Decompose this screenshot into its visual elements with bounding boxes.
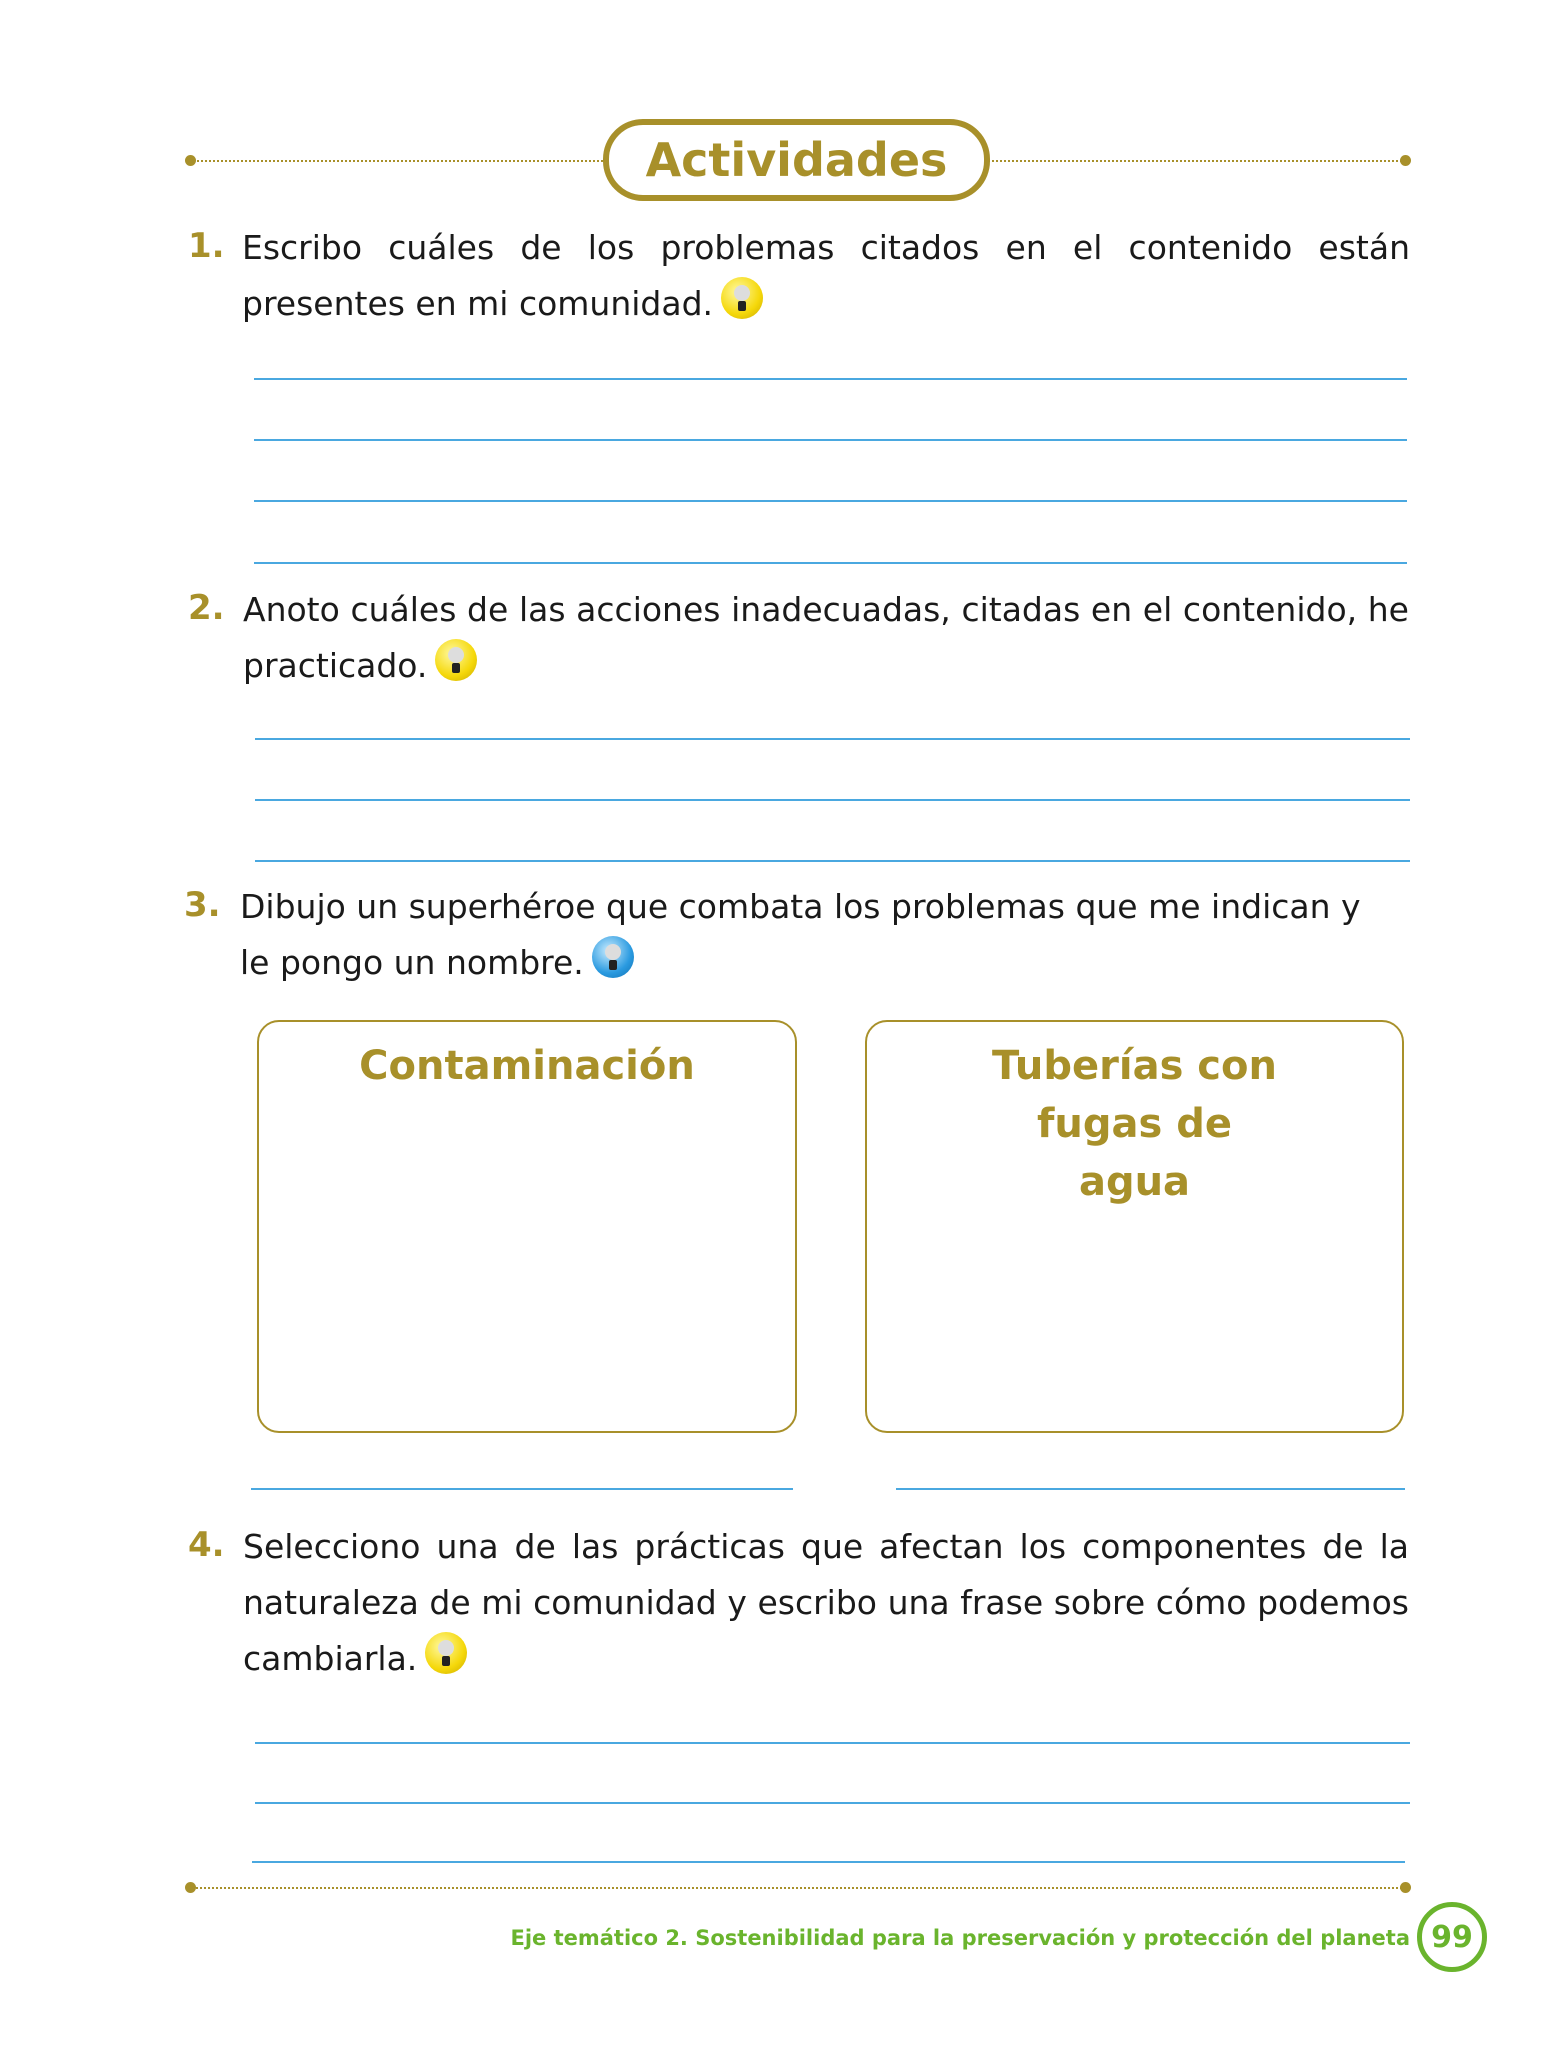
question-2-text: Anoto cuáles de las acciones inadecuadas, citadas en el contenido, he practicado. <box>243 590 1409 685</box>
answer-line[interactable] <box>255 1742 1410 1744</box>
question-text <box>240 879 1400 991</box>
answer-line[interactable] <box>254 500 1407 502</box>
question-text <box>243 1519 1409 1687</box>
question-3-text: Dibujo un superhéroe que combata los problemas que me indican y le pongo un nombre. <box>240 887 1361 982</box>
question-number: 2. <box>188 588 225 628</box>
answer-line[interactable] <box>255 738 1410 740</box>
drawing-box-title: Tuberías con fugas de agua <box>992 1043 1277 1205</box>
section-title: Actividades <box>645 133 948 187</box>
lightbulb-icon <box>592 936 634 978</box>
header-divider-right <box>988 160 1406 162</box>
lightbulb-icon <box>435 639 477 681</box>
header-divider-left <box>192 160 603 162</box>
question-number: 3. <box>184 885 221 925</box>
section-title-badge <box>603 119 990 201</box>
lightbulb-icon <box>425 1632 467 1674</box>
answer-line[interactable] <box>254 439 1407 441</box>
hero-name-line[interactable] <box>896 1488 1405 1490</box>
question-1-text: Escribo cuáles de los problemas citados en el contenido están presentes en mi comunidad. <box>242 228 1410 323</box>
question-4-text: Selecciono una de las prácticas que afectan los componentes de la naturaleza de mi comunidad y escribo una frase sobre cómo podemos cambiarla. <box>243 1527 1409 1678</box>
answer-line[interactable] <box>254 562 1407 564</box>
hero-name-line[interactable] <box>251 1488 793 1490</box>
page-number <box>1417 1902 1487 1972</box>
drawing-box-contaminacion[interactable] <box>257 1020 797 1433</box>
divider-dot <box>185 1882 196 1893</box>
footer-divider <box>192 1887 1406 1889</box>
lightbulb-icon <box>721 277 763 319</box>
answer-line[interactable] <box>252 1861 1405 1863</box>
question-text <box>243 582 1409 694</box>
question-number: 1. <box>188 226 225 266</box>
answer-line[interactable] <box>255 799 1410 801</box>
footer-text: Eje temático 2. Sostenibilidad para la preservación y protección del planeta <box>510 1926 1410 1950</box>
question-number: 4. <box>188 1525 225 1565</box>
drawing-box-title: Contaminación <box>359 1043 695 1089</box>
page-number-text: 99 <box>1431 1919 1473 1955</box>
divider-dot <box>185 155 196 166</box>
drawing-box-tuberias[interactable] <box>865 1020 1404 1433</box>
answer-line[interactable] <box>255 1802 1410 1804</box>
divider-dot <box>1400 155 1411 166</box>
answer-line[interactable] <box>255 860 1410 862</box>
question-text <box>242 220 1410 332</box>
answer-line[interactable] <box>254 378 1407 380</box>
divider-dot <box>1400 1882 1411 1893</box>
